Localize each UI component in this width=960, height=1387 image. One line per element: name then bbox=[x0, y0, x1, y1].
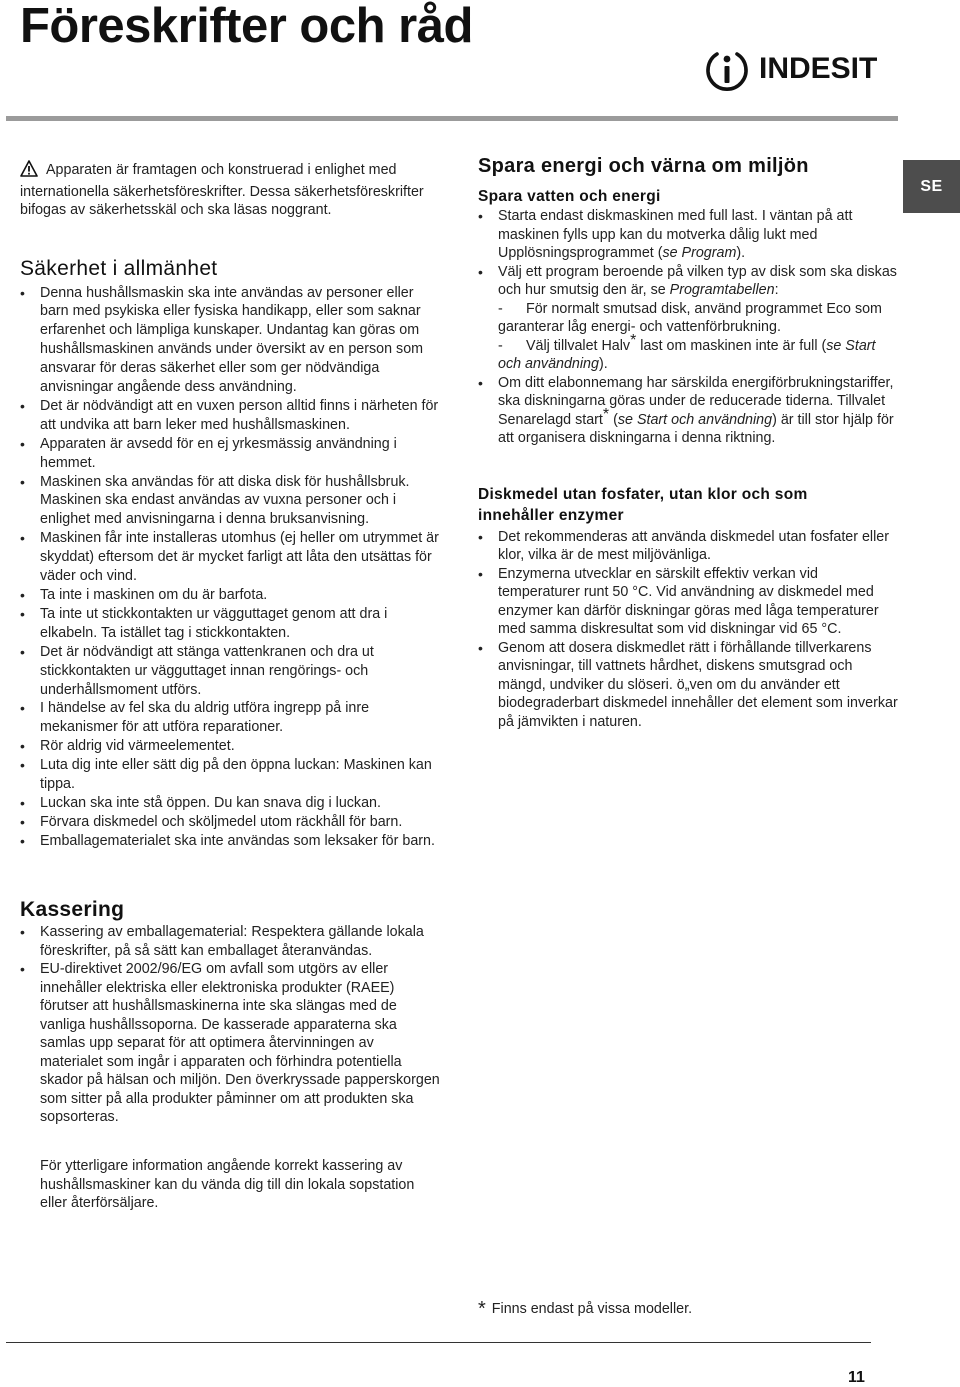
energy-subheading: Spara vatten och energi bbox=[478, 188, 661, 205]
logo-wordmark: INDESIT bbox=[759, 52, 878, 85]
safety-item: • Det är nödvändigt att en vuxen person alltid finns i närheten för att undvika att barn leker med hushållsmaskinen. bbox=[20, 397, 440, 435]
footnote-asterisk: * bbox=[478, 1298, 486, 1320]
energy-item-3-mid: ( bbox=[609, 411, 618, 428]
disposal-heading: Kassering bbox=[20, 898, 125, 921]
detergent-item: • Enzymerna utvecklar en särskilt effektiv verkan vid temperaturer runt 50 °C. Vid användning av diskmedel med enzymer kan därför diskningar göras med låga temperaturer med samma diskresultat som vid diskningar vid 65 °C. bbox=[478, 565, 898, 639]
energy-item bbox=[478, 374, 898, 448]
left-column bbox=[20, 160, 440, 851]
indesit-logo bbox=[703, 45, 877, 93]
safety-item: • Emballagematerialet ska inte användas som leksaker för barn. bbox=[20, 832, 440, 851]
indesit-logo-icon bbox=[703, 45, 751, 93]
disposal-item: • EU-direktivet 2002/96/EG om avfall som utgörs av eller innehåller elektriska eller elektroniska produkter (RAEE) förutser att hushållsmaskinerna inte ska slängas med de vanliga hushållssoporna. De kasserade apparaterna ska samlas upp separat för att optimera återvinningen av materialet som ingår i apparaten och förhindra potentiella skador på hälsan och miljön. Den överkryssade papperskorgen som sitter på alla produkter påminner om att produkten ska sopsorteras. bbox=[20, 960, 440, 1127]
language-tab: SE bbox=[903, 160, 960, 213]
page-title: Föreskrifter och råd bbox=[20, 0, 473, 53]
detergent-item: • Genom att dosera diskmedlet rätt i förhållande tillverkarens anvisningar, till vattnets hårdhet, diskens smutsgrad och mängd, undviker du slöseri. ö„ven om du använder ett biodegraderbart diskmedel innehåller det element som inverkar på jämvikten i naturen. bbox=[478, 639, 898, 732]
energy-subitem bbox=[498, 331, 898, 374]
header-divider bbox=[6, 116, 898, 121]
energy-item-1-text: Starta endast diskmaskinen med full last. I väntan på att maskinen fylls upp kan du motverka dålig lukt med Upplösningsprogrammet ( bbox=[498, 208, 853, 261]
energy-list bbox=[478, 207, 898, 448]
energy-item-2-end: : bbox=[774, 282, 779, 298]
page-number: 11 bbox=[848, 1369, 865, 1386]
energy-item bbox=[478, 207, 898, 263]
detergent-list bbox=[478, 528, 898, 732]
energy-subitem-1-text: För normalt smutsad disk, använd programmet Eco som garanterar låg energi- och vattenförbrukning. bbox=[498, 300, 882, 335]
safety-item: • Apparaten är avsedd för en ej yrkesmässig användning i hemmet. bbox=[20, 435, 440, 473]
detergent-item: • Det rekommenderas att använda diskmedel utan fosfater eller klor, vilka är de mest miljövänliga. bbox=[478, 528, 898, 565]
sub-dash: - bbox=[498, 300, 503, 317]
programtable-ref: Programtabellen bbox=[669, 282, 775, 298]
energy-heading: Spara energi och värna om miljön bbox=[478, 155, 809, 177]
safety-item: • Maskinen får inte installeras utomhus (ej heller om utrymmet är skyddat) eftersom det är mycket farligt att låta den utsättas för väder och vind. bbox=[20, 529, 440, 586]
energy-subitem-2-text: Välj tillvalet Halv bbox=[526, 337, 631, 354]
energy-item-3-end: ) är till stor hjälp för att organisera diskningarna i denna riktning. bbox=[498, 411, 894, 446]
safety-item: • Det är nödvändigt att stänga vattenkranen och dra ut stickkontakten ur vägguttaget innan rengörings- och underhållsmoment utförs. bbox=[20, 643, 440, 700]
intro-paragraph bbox=[20, 160, 440, 220]
safety-item: • Maskinen ska användas för att diska disk för hushållsbruk. Maskinen ska endast användas av vuxna personer och i enlighet med anvisningarna i denna bruksanvisning. bbox=[20, 473, 440, 530]
energy-subitem-2-end: ). bbox=[598, 356, 608, 372]
footer-divider bbox=[6, 1342, 871, 1343]
safety-heading: Säkerhet i allmänhet bbox=[20, 256, 218, 280]
footnote-text: Finns endast på vissa modeller. bbox=[491, 1301, 693, 1317]
start-ref: se Start och användning bbox=[498, 337, 876, 372]
asterisk: * bbox=[602, 405, 610, 423]
disposal-note: För ytterligare information angående korrekt kassering av hushållsmaskiner kan du vända dig till din lokala sopstation eller återförsäljare. bbox=[40, 1158, 415, 1211]
asterisk: * bbox=[630, 331, 637, 349]
safety-item: • Denna hushållsmaskin ska inte användas av personer eller barn med psykiska eller fysiska handikapp, eller som saknar erfarenhet och lämpliga kunskaper. Undantag kan göras om hushållsmaskinen används under översikt av en person som ansvarar för deras säkerhet eller som ger nödvändiga anvisningar angående dess användning. bbox=[20, 284, 440, 397]
energy-subitem bbox=[498, 300, 898, 337]
warning-icon bbox=[20, 160, 38, 183]
safety-list bbox=[20, 284, 440, 851]
disposal-list bbox=[20, 923, 440, 1127]
energy-item-3-text: Om ditt elabonnemang har särskilda energiförbrukningstariffer, ska diskningarna göras under de reducerade tiderna. Tillvalet Senarelagd start bbox=[498, 374, 894, 428]
energy-item-1-end: ). bbox=[736, 245, 746, 261]
safety-item: • Luta dig inte eller sätt dig på den öppna luckan: Maskinen kan tippa. bbox=[20, 756, 440, 794]
sub-dash: - bbox=[498, 337, 503, 354]
footnote bbox=[478, 1298, 692, 1321]
disposal-section bbox=[20, 898, 440, 1127]
safety-item: • Ta inte i maskinen om du är barfota. bbox=[20, 586, 440, 605]
intro-text: Apparaten är framtagen och konstruerad i enlighet med internationella säkerhetsföreskrifter. Dessa säkerhetsföreskrifter bifogas av säkerhetsskäl och ska läsas noggrant. bbox=[20, 162, 424, 218]
detergent-heading: Diskmedel utan fosfater, utan klor och som innehåller enzymer bbox=[478, 485, 808, 524]
safety-item: • Förvara diskmedel och sköljmedel utom räckhåll för barn. bbox=[20, 813, 440, 832]
right-column bbox=[478, 155, 898, 731]
energy-item bbox=[478, 263, 898, 374]
energy-subitem-2-mid: last om maskinen inte är full ( bbox=[636, 337, 827, 354]
safety-item: • Luckan ska inte stå öppen. Du kan snava dig i luckan. bbox=[20, 794, 440, 813]
safety-item: • Ta inte ut stickkontakten ur vägguttaget genom att dra i elkabeln. Ta istället tag i stickkontakten. bbox=[20, 605, 440, 643]
disposal-item: • Kassering av emballagematerial: Respektera gällande lokala föreskrifter, på så sätt kan emballaget återanvändas. bbox=[20, 923, 440, 960]
energy-item-2-text: Välj ett program beroende på vilken typ av disk som ska diskas och hur smutsig den är, se bbox=[498, 263, 897, 298]
safety-item: • I händelse av fel ska du aldrig utföra ingrepp på inre mekanismer för att utföra reparationer. bbox=[20, 699, 440, 737]
program-ref: se Program bbox=[662, 245, 737, 261]
safety-item: • Rör aldrig vid värmeelementet. bbox=[20, 737, 440, 756]
start-ref: se Start och användning bbox=[617, 411, 773, 428]
